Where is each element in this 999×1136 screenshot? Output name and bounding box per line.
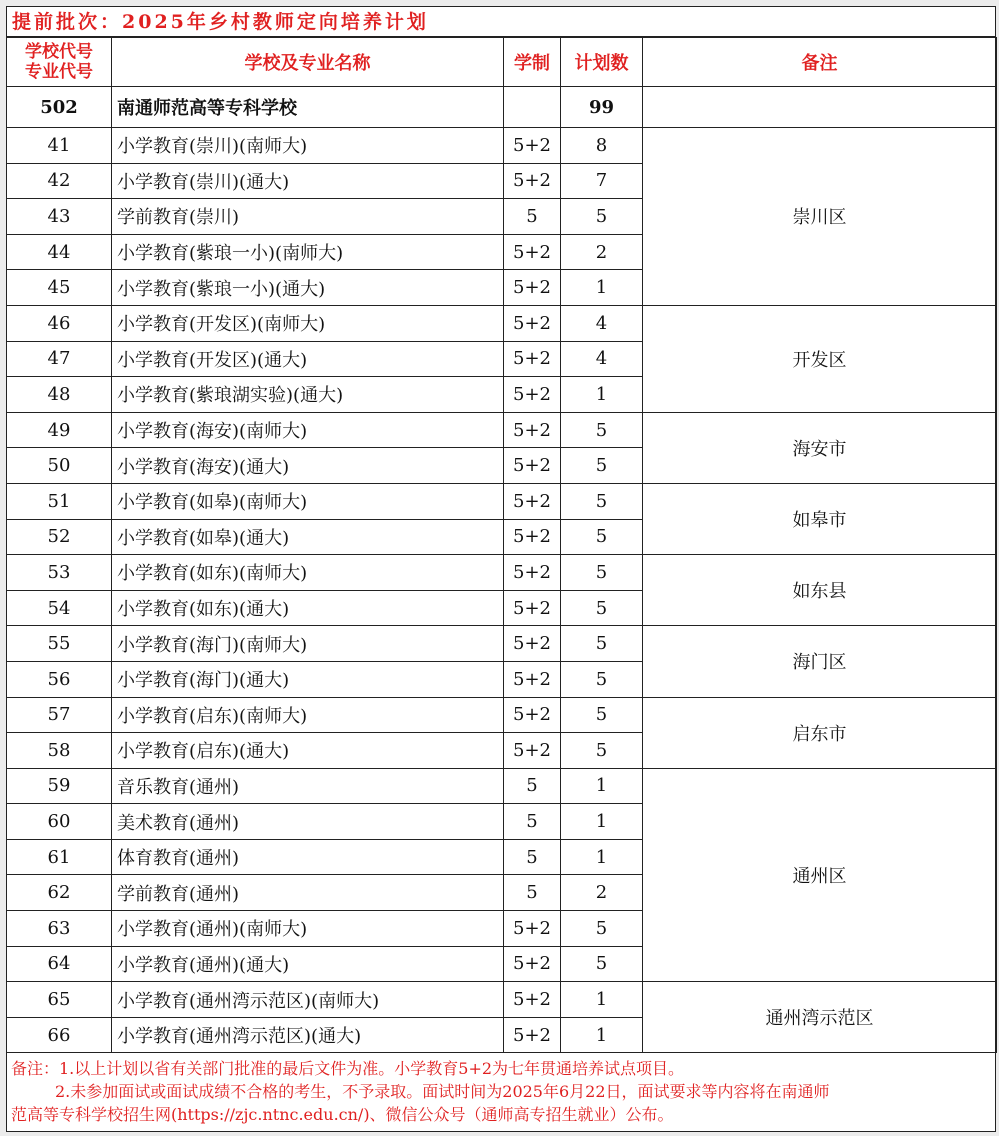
major-system: 5+2	[504, 946, 561, 982]
major-plan: 5	[561, 626, 643, 662]
major-code: 51	[7, 483, 112, 519]
header-code	[7, 38, 112, 87]
major-name: 美术教育(通州)	[112, 804, 504, 840]
major-system: 5+2	[504, 982, 561, 1018]
major-system: 5+2	[504, 483, 561, 519]
major-code: 57	[7, 697, 112, 733]
major-code: 66	[7, 1017, 112, 1053]
major-plan: 5	[561, 733, 643, 769]
major-system: 5+2	[504, 590, 561, 626]
major-code: 54	[7, 590, 112, 626]
region-remark: 通州区	[643, 768, 997, 982]
school-remark	[643, 87, 997, 128]
major-name: 小学教育(启东)(南师大)	[112, 697, 504, 733]
region-remark: 如东县	[643, 555, 997, 626]
major-system: 5+2	[504, 1017, 561, 1053]
major-plan: 5	[561, 199, 643, 235]
page-title: 提前批次：2025年乡村教师定向培养计划	[7, 7, 995, 37]
major-system: 5+2	[504, 163, 561, 199]
major-system: 5+2	[504, 270, 561, 306]
major-code: 60	[7, 804, 112, 840]
table-row	[7, 626, 997, 662]
table-row	[7, 697, 997, 733]
major-system: 5+2	[504, 555, 561, 591]
major-name: 小学教育(海安)(通大)	[112, 448, 504, 484]
major-plan: 1	[561, 982, 643, 1018]
major-name: 小学教育(通州)(南师大)	[112, 911, 504, 947]
major-system: 5	[504, 199, 561, 235]
major-system: 5+2	[504, 448, 561, 484]
major-code: 43	[7, 199, 112, 235]
major-name: 小学教育(紫琅湖实验)(通大)	[112, 377, 504, 413]
major-plan: 7	[561, 163, 643, 199]
enrollment-plan-sheet	[6, 6, 996, 1132]
table-header-row	[7, 38, 997, 87]
major-name: 小学教育(通州湾示范区)(通大)	[112, 1017, 504, 1053]
table-row	[7, 412, 997, 448]
major-name: 小学教育(海门)(南师大)	[112, 626, 504, 662]
major-plan: 1	[561, 804, 643, 840]
major-plan: 5	[561, 590, 643, 626]
major-system: 5+2	[504, 911, 561, 947]
major-name: 小学教育(开发区)(南师大)	[112, 305, 504, 341]
major-name: 小学教育(崇川)(通大)	[112, 163, 504, 199]
school-system	[504, 87, 561, 128]
table-row	[7, 768, 997, 804]
major-code: 58	[7, 733, 112, 769]
major-code: 65	[7, 982, 112, 1018]
major-code: 41	[7, 128, 112, 164]
major-plan: 5	[561, 412, 643, 448]
major-name: 体育教育(通州)	[112, 839, 504, 875]
header-system: 学制	[504, 38, 561, 87]
region-remark: 通州湾示范区	[643, 982, 997, 1053]
table-row	[7, 555, 997, 591]
major-code: 64	[7, 946, 112, 982]
major-plan: 1	[561, 839, 643, 875]
major-name: 小学教育(开发区)(通大)	[112, 341, 504, 377]
header-code-line1: 学校代号	[25, 42, 93, 62]
school-plan: 99	[561, 87, 643, 128]
table-row	[7, 128, 997, 164]
major-plan: 1	[561, 377, 643, 413]
major-name: 学前教育(通州)	[112, 875, 504, 911]
major-code: 56	[7, 661, 112, 697]
major-code: 50	[7, 448, 112, 484]
major-system: 5	[504, 875, 561, 911]
major-system: 5+2	[504, 519, 561, 555]
major-code: 49	[7, 412, 112, 448]
major-name: 小学教育(紫琅一小)(南师大)	[112, 234, 504, 270]
major-code: 59	[7, 768, 112, 804]
major-plan: 4	[561, 341, 643, 377]
major-system: 5+2	[504, 234, 561, 270]
major-name: 小学教育(崇川)(南师大)	[112, 128, 504, 164]
header-plan: 计划数	[561, 38, 643, 87]
footnote-line1: 备注：1.以上计划以省有关部门批准的最后文件为准。小学教育5+2为七年贯通培养试点项目。	[11, 1059, 685, 1079]
major-system: 5+2	[504, 377, 561, 413]
major-system: 5	[504, 804, 561, 840]
region-remark: 崇川区	[643, 128, 997, 306]
major-name: 音乐教育(通州)	[112, 768, 504, 804]
major-system: 5	[504, 768, 561, 804]
major-plan: 5	[561, 911, 643, 947]
major-plan: 5	[561, 555, 643, 591]
major-plan: 4	[561, 305, 643, 341]
table-row	[7, 483, 997, 519]
plan-table	[6, 37, 997, 1053]
major-code: 45	[7, 270, 112, 306]
major-plan: 2	[561, 234, 643, 270]
major-code: 55	[7, 626, 112, 662]
major-code: 62	[7, 875, 112, 911]
major-plan: 1	[561, 768, 643, 804]
major-code: 53	[7, 555, 112, 591]
major-name: 小学教育(如东)(南师大)	[112, 555, 504, 591]
header-code-line2: 专业代号	[25, 62, 93, 82]
region-remark: 如皋市	[643, 483, 997, 554]
major-name: 小学教育(如东)(通大)	[112, 590, 504, 626]
header-name: 学校及专业名称	[112, 38, 504, 87]
major-code: 52	[7, 519, 112, 555]
major-name: 小学教育(紫琅一小)(通大)	[112, 270, 504, 306]
major-plan: 5	[561, 483, 643, 519]
major-plan: 5	[561, 448, 643, 484]
school-name: 南通师范高等专科学校	[112, 87, 504, 128]
major-code: 44	[7, 234, 112, 270]
major-plan: 5	[561, 661, 643, 697]
table-body	[7, 87, 997, 1053]
footnote-line2: 2.未参加面试或面试成绩不合格的考生，不予录取。面试时间为2025年6月22日，面试要求等内容将在南通师	[55, 1082, 830, 1102]
region-remark: 海安市	[643, 412, 997, 483]
major-name: 小学教育(海门)(通大)	[112, 661, 504, 697]
major-code: 63	[7, 911, 112, 947]
major-system: 5+2	[504, 697, 561, 733]
major-name: 小学教育(通州)(通大)	[112, 946, 504, 982]
major-name: 小学教育(如皋)(通大)	[112, 519, 504, 555]
header-remark: 备注	[643, 38, 997, 87]
major-system: 5+2	[504, 412, 561, 448]
major-code: 47	[7, 341, 112, 377]
table-row	[7, 982, 997, 1018]
school-row	[7, 87, 997, 128]
school-code: 502	[7, 87, 112, 128]
footnote	[7, 1053, 995, 1126]
major-plan: 5	[561, 519, 643, 555]
major-code: 46	[7, 305, 112, 341]
major-name: 小学教育(启东)(通大)	[112, 733, 504, 769]
major-system: 5+2	[504, 305, 561, 341]
major-code: 42	[7, 163, 112, 199]
major-system: 5+2	[504, 626, 561, 662]
major-plan: 5	[561, 946, 643, 982]
major-name: 小学教育(如皋)(南师大)	[112, 483, 504, 519]
major-plan: 1	[561, 1017, 643, 1053]
major-name: 小学教育(通州湾示范区)(南师大)	[112, 982, 504, 1018]
major-system: 5+2	[504, 341, 561, 377]
major-plan: 8	[561, 128, 643, 164]
region-remark: 开发区	[643, 305, 997, 412]
region-remark: 海门区	[643, 626, 997, 697]
region-remark: 启东市	[643, 697, 997, 768]
major-name: 学前教育(崇川)	[112, 199, 504, 235]
major-code: 48	[7, 377, 112, 413]
major-plan: 5	[561, 697, 643, 733]
major-plan: 2	[561, 875, 643, 911]
major-name: 小学教育(海安)(南师大)	[112, 412, 504, 448]
table-row	[7, 305, 997, 341]
major-plan: 1	[561, 270, 643, 306]
major-system: 5+2	[504, 128, 561, 164]
major-system: 5	[504, 839, 561, 875]
footnote-line3: 范高等专科学校招生网(https://zjc.ntnc.edu.cn/)、微信公众号（通师高专招生就业）公布。	[11, 1105, 674, 1125]
major-system: 5+2	[504, 661, 561, 697]
major-code: 61	[7, 839, 112, 875]
major-system: 5+2	[504, 733, 561, 769]
